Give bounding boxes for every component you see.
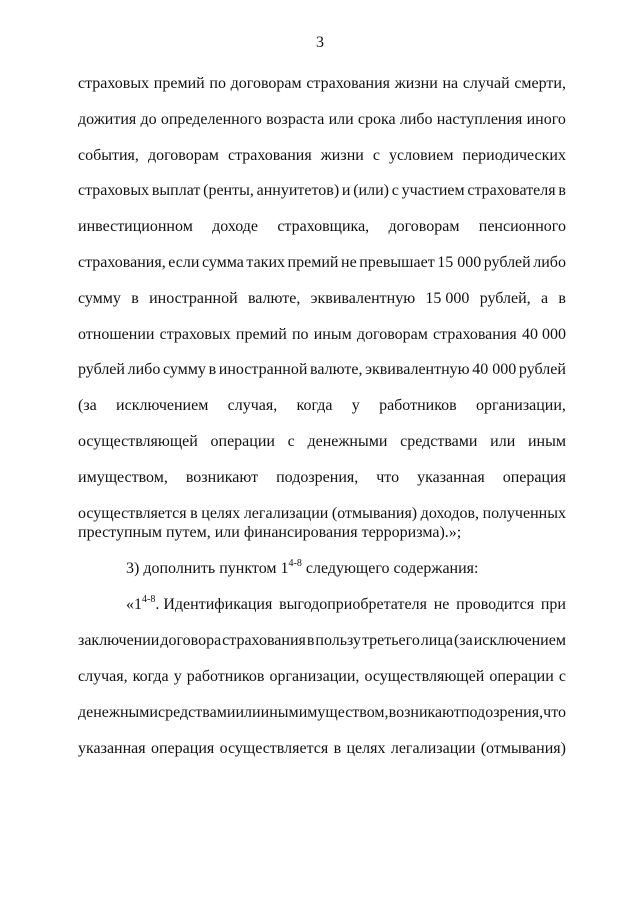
text-line — [78, 468, 566, 488]
word: рублей — [78, 361, 125, 379]
word: средствами — [400, 433, 478, 450]
word: эквивалентную — [365, 361, 470, 379]
word: легализации — [390, 740, 476, 757]
word: денежными — [78, 704, 158, 721]
word: таких — [246, 254, 286, 271]
word: осуществляется — [219, 740, 329, 757]
quote-word-1: выгодоприобретателя — [279, 596, 427, 613]
word: иным — [527, 433, 566, 450]
word: 40 000 — [521, 325, 566, 343]
word: с — [558, 668, 566, 685]
quote-first-line — [126, 595, 566, 615]
word: операция — [502, 468, 566, 486]
word: срока — [357, 110, 396, 128]
word: случая, — [227, 397, 278, 415]
word: страхования — [306, 75, 391, 92]
word: организации, — [476, 397, 566, 415]
word: целях — [346, 740, 386, 757]
word: договора — [160, 632, 222, 649]
word: (отмывания) — [331, 504, 418, 522]
word: подозрения, — [460, 704, 544, 721]
word: дожития — [78, 110, 137, 128]
word: имуществом, — [298, 704, 389, 721]
word: жизни — [320, 146, 364, 164]
word: либо — [399, 110, 433, 128]
word: или — [328, 110, 354, 128]
text-line — [78, 289, 566, 309]
word: работников — [186, 668, 265, 685]
item-3-heading — [126, 559, 566, 579]
word: договорам — [230, 75, 302, 92]
word: у — [351, 397, 360, 415]
word: организации, — [269, 668, 360, 685]
word: осуществляется — [78, 504, 187, 522]
word: сумма — [201, 254, 244, 271]
word: страховщика, — [277, 218, 370, 236]
word: у — [173, 668, 182, 685]
word: (за — [78, 397, 97, 415]
word: в — [558, 289, 566, 307]
word: не — [341, 254, 357, 271]
word: в — [208, 361, 217, 379]
word: когда — [296, 397, 333, 415]
quote-word-4: при — [540, 596, 566, 613]
quote-word-2: не — [433, 596, 450, 613]
text-line — [78, 74, 566, 94]
word: страхователя — [467, 182, 556, 200]
word: осуществляющей — [364, 668, 485, 685]
word: рублей — [518, 361, 566, 379]
word: в — [306, 632, 315, 649]
word: страхования — [433, 325, 517, 343]
word: средствами — [158, 704, 236, 721]
word: третьего — [361, 632, 420, 649]
word: заключении — [78, 632, 160, 649]
word: с — [391, 182, 399, 200]
word: смерти, — [514, 75, 566, 92]
word: и — [341, 182, 351, 200]
word: в — [333, 740, 342, 757]
word: осуществляющей — [78, 433, 198, 450]
word: с — [372, 146, 380, 164]
word: выплат — [151, 182, 201, 200]
text-line — [78, 360, 566, 380]
word: операция — [150, 740, 215, 757]
word: иным — [260, 704, 299, 721]
word: страховых — [78, 75, 150, 92]
word: возникают — [388, 704, 461, 721]
word: указанная — [417, 468, 485, 486]
word: случая, — [78, 668, 128, 685]
word: условием — [389, 146, 454, 164]
word: эквивалентную — [310, 289, 416, 307]
word: по — [209, 75, 226, 92]
word: отношении — [78, 325, 155, 343]
word: страховых — [78, 182, 150, 200]
text-line — [78, 703, 566, 723]
quote-open: «1$^{4-8}$. Идентификация — [126, 593, 273, 613]
word: целях — [201, 504, 241, 522]
text-line — [78, 432, 566, 452]
word: 15 000 — [425, 289, 470, 307]
word: работников — [379, 397, 457, 415]
word: аннуитетов) — [256, 182, 340, 200]
text-line — [78, 504, 566, 524]
word: возраста — [266, 110, 325, 128]
word: или — [490, 433, 516, 450]
word: исключением — [473, 632, 566, 649]
word: или — [235, 704, 261, 721]
word: доходов, — [420, 504, 480, 522]
word: 40 000 — [472, 361, 517, 379]
word: 15 000 — [437, 254, 482, 271]
word: страхования — [227, 146, 312, 164]
word: либо — [533, 254, 566, 271]
word: когда — [132, 668, 169, 685]
word: жизни — [394, 75, 438, 92]
text-line: преступным путем, или финансирования терроризма).»; — [78, 524, 462, 541]
word: операции — [489, 668, 554, 685]
item-3-text-before: 3) дополнить пунктом 1 — [126, 560, 289, 577]
word: пенсионного — [478, 218, 566, 236]
word: а — [540, 289, 549, 307]
word: (ренты, — [203, 182, 254, 200]
page-number: 3 — [316, 34, 324, 51]
word: операции — [210, 433, 275, 450]
word: (отмывания) — [480, 740, 566, 757]
word: события, — [78, 146, 139, 164]
quote-word-3: проводится — [456, 596, 535, 613]
text-line — [78, 739, 566, 759]
word: валюте, — [310, 361, 363, 379]
word: доходе — [212, 218, 259, 236]
word: иностранной — [149, 289, 238, 307]
word: инвестиционном — [78, 218, 193, 236]
text-line — [78, 181, 566, 201]
word: пользу — [315, 632, 361, 649]
word: в — [558, 182, 566, 200]
item-3-text-after: следующего содержания: — [301, 560, 479, 577]
word: превышает — [359, 254, 435, 271]
word: что — [543, 704, 566, 721]
word: иным — [313, 325, 352, 343]
word: договорам — [388, 218, 460, 236]
word: если — [168, 254, 200, 271]
text-line — [78, 217, 566, 237]
word: лица — [420, 632, 453, 649]
word: сумму — [162, 361, 206, 379]
quote-superscript: 4-8 — [142, 593, 156, 605]
word: полученных — [482, 504, 566, 522]
paragraph-last-line — [78, 523, 566, 543]
word: легализации — [243, 504, 329, 522]
text-line — [78, 631, 566, 651]
word: страхования — [222, 632, 306, 649]
word: страховых — [159, 325, 231, 343]
word: договорам — [147, 146, 219, 164]
word: по — [291, 325, 309, 343]
text-line — [78, 253, 566, 273]
item-3-superscript: 4-8 — [288, 557, 302, 569]
text-line — [78, 325, 566, 345]
text-line — [78, 146, 566, 166]
word: периодических — [462, 146, 566, 164]
word: страхования, — [78, 254, 166, 271]
word: договорам — [356, 325, 428, 343]
word: (за — [453, 632, 473, 649]
word: в — [131, 289, 139, 307]
word: иностранной — [218, 361, 308, 379]
word: либо — [127, 361, 161, 379]
word: случай — [462, 75, 510, 92]
word: подозрения, — [276, 468, 359, 486]
word: премий — [235, 325, 287, 343]
word: рублей, — [479, 289, 531, 307]
text-line — [78, 667, 566, 687]
word: имуществом, — [78, 468, 168, 486]
word: премий — [153, 75, 205, 92]
word: премий — [287, 254, 339, 271]
word: денежными — [307, 433, 388, 450]
word: наступления — [436, 110, 523, 128]
text-line — [78, 110, 566, 130]
quote-word-0: . Идентификация — [155, 596, 273, 613]
word: иного — [526, 110, 566, 128]
word: определенного — [160, 110, 262, 128]
text-line — [78, 396, 566, 416]
word: на — [442, 75, 459, 92]
word: (или) — [353, 182, 389, 200]
word: в — [190, 504, 198, 522]
word: с — [287, 433, 295, 450]
word: до — [140, 110, 157, 128]
word: исключением — [116, 397, 209, 415]
word: сумму — [78, 289, 121, 307]
word: указанная — [78, 740, 146, 757]
word: рублей — [483, 254, 531, 271]
word: что — [376, 468, 400, 486]
word: участием — [401, 182, 465, 200]
word: валюте, — [247, 289, 301, 307]
word: возникают — [185, 468, 259, 486]
